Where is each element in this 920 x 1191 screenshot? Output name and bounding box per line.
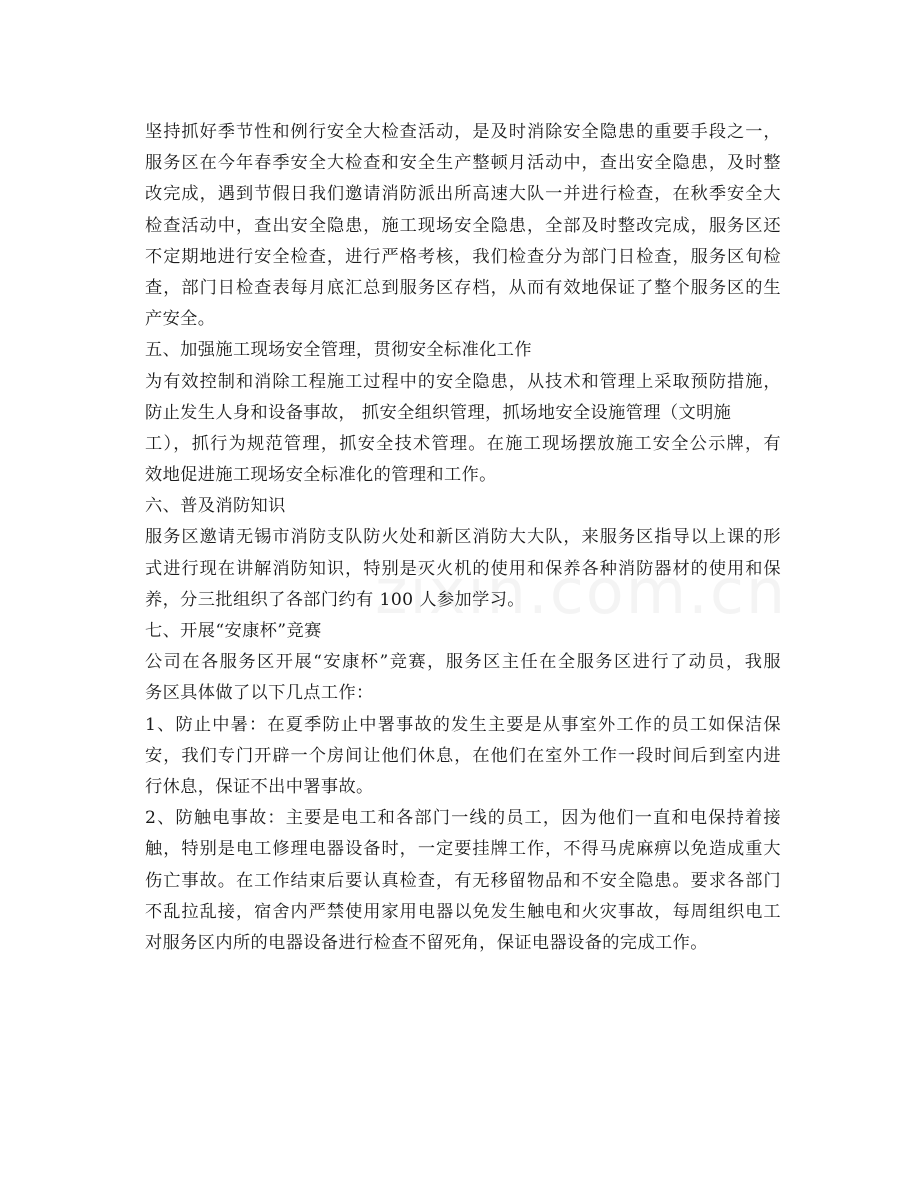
text-line: 公司在各服务区开展“安康杯”竞赛，服务区主任在全服务区进行了动员，我服	[145, 652, 781, 673]
text-line: 不定期地进行安全检查，进行严格考核，我们检查分为部门日检查，服务区旬检	[145, 246, 781, 267]
text-line: 改完成，遇到节假日我们邀请消防派出所高速大队一并进行检查，在秋季安全大	[145, 184, 781, 205]
text-line: 六、普及消防知识	[145, 496, 286, 517]
text-line: 产安全。	[145, 309, 216, 330]
text-line: 检查活动中，查出安全隐患，施工现场安全隐患，全部及时整改完成，服务区还	[145, 215, 781, 236]
text-line: 七、开展“安康杯”竞赛	[145, 621, 322, 641]
text-line: 务区具体做了以下几点工作：	[145, 683, 374, 704]
text-line: 防止发生人身和设备事故， 抓安全组织管理，抓场地安全设施管理（文明施	[145, 402, 732, 423]
text-line: 触，特别是电工修理电器设备时，一定要挂牌工作，不得马虎麻痹以免造成重大	[145, 839, 781, 860]
text-line: 服务区邀请无锡市消防支队防火处和新区消防大大队，来服务区指导以上课的形	[145, 527, 781, 548]
text-line: 式进行现在讲解消防知识，特别是灭火机的使用和保养各种消防器材的使用和保	[145, 558, 781, 579]
text-line: 2、防触电事故：主要是电工和各部门一线的员工，因为他们一直和电保持着接	[145, 808, 781, 829]
text-line: 安，我们专门开辟一个房间让他们休息，在他们在室外工作一段时间后到室内进	[145, 745, 781, 766]
text-line: 查，部门日检查表每月底汇总到服务区存档，从而有效地保证了整个服务区的生	[145, 277, 781, 298]
text-line: 坚持抓好季节性和例行安全大检查活动，是及时消除安全隐患的重要手段之一，	[145, 122, 781, 142]
text-line: 养，分三批组织了各部门约有 100 人参加学习。	[145, 589, 525, 610]
text-line: 行休息，保证不出中署事故。	[145, 776, 374, 797]
text-line: 不乱拉乱接，宿舍内严禁使用家用电器以免发生触电和火灾事故，每周组织电工	[145, 901, 781, 922]
text-line: 1、防止中暑：在夏季防止中署事故的发生主要是从事室外工作的员工如保洁保	[145, 714, 781, 735]
text-line: 五、加强施工现场安全管理，贯彻安全标准化工作	[145, 340, 532, 361]
text-line: 服务区在今年春季安全大检查和安全生产整顿月活动中，查出安全隐患，及时整	[145, 153, 781, 174]
text-line: 伤亡事故。在工作结束后要认真检查，有无移留物品和不安全隐患。要求各部门	[145, 870, 781, 891]
document-body	[145, 117, 781, 959]
text-line: 效地促进施工现场安全标准化的管理和工作。	[145, 465, 497, 486]
text-line: 为有效控制和消除工程施工过程中的安全隐患，从技术和管理上采取预防措施，	[145, 371, 781, 392]
text-line: 对服务区内所的电器设备进行检查不留死角，保证电器设备的完成工作。	[145, 932, 708, 953]
text-line: 工），抓行为规范管理，抓安全技术管理。在施工现场摆放施工安全公示牌，有	[145, 433, 781, 454]
